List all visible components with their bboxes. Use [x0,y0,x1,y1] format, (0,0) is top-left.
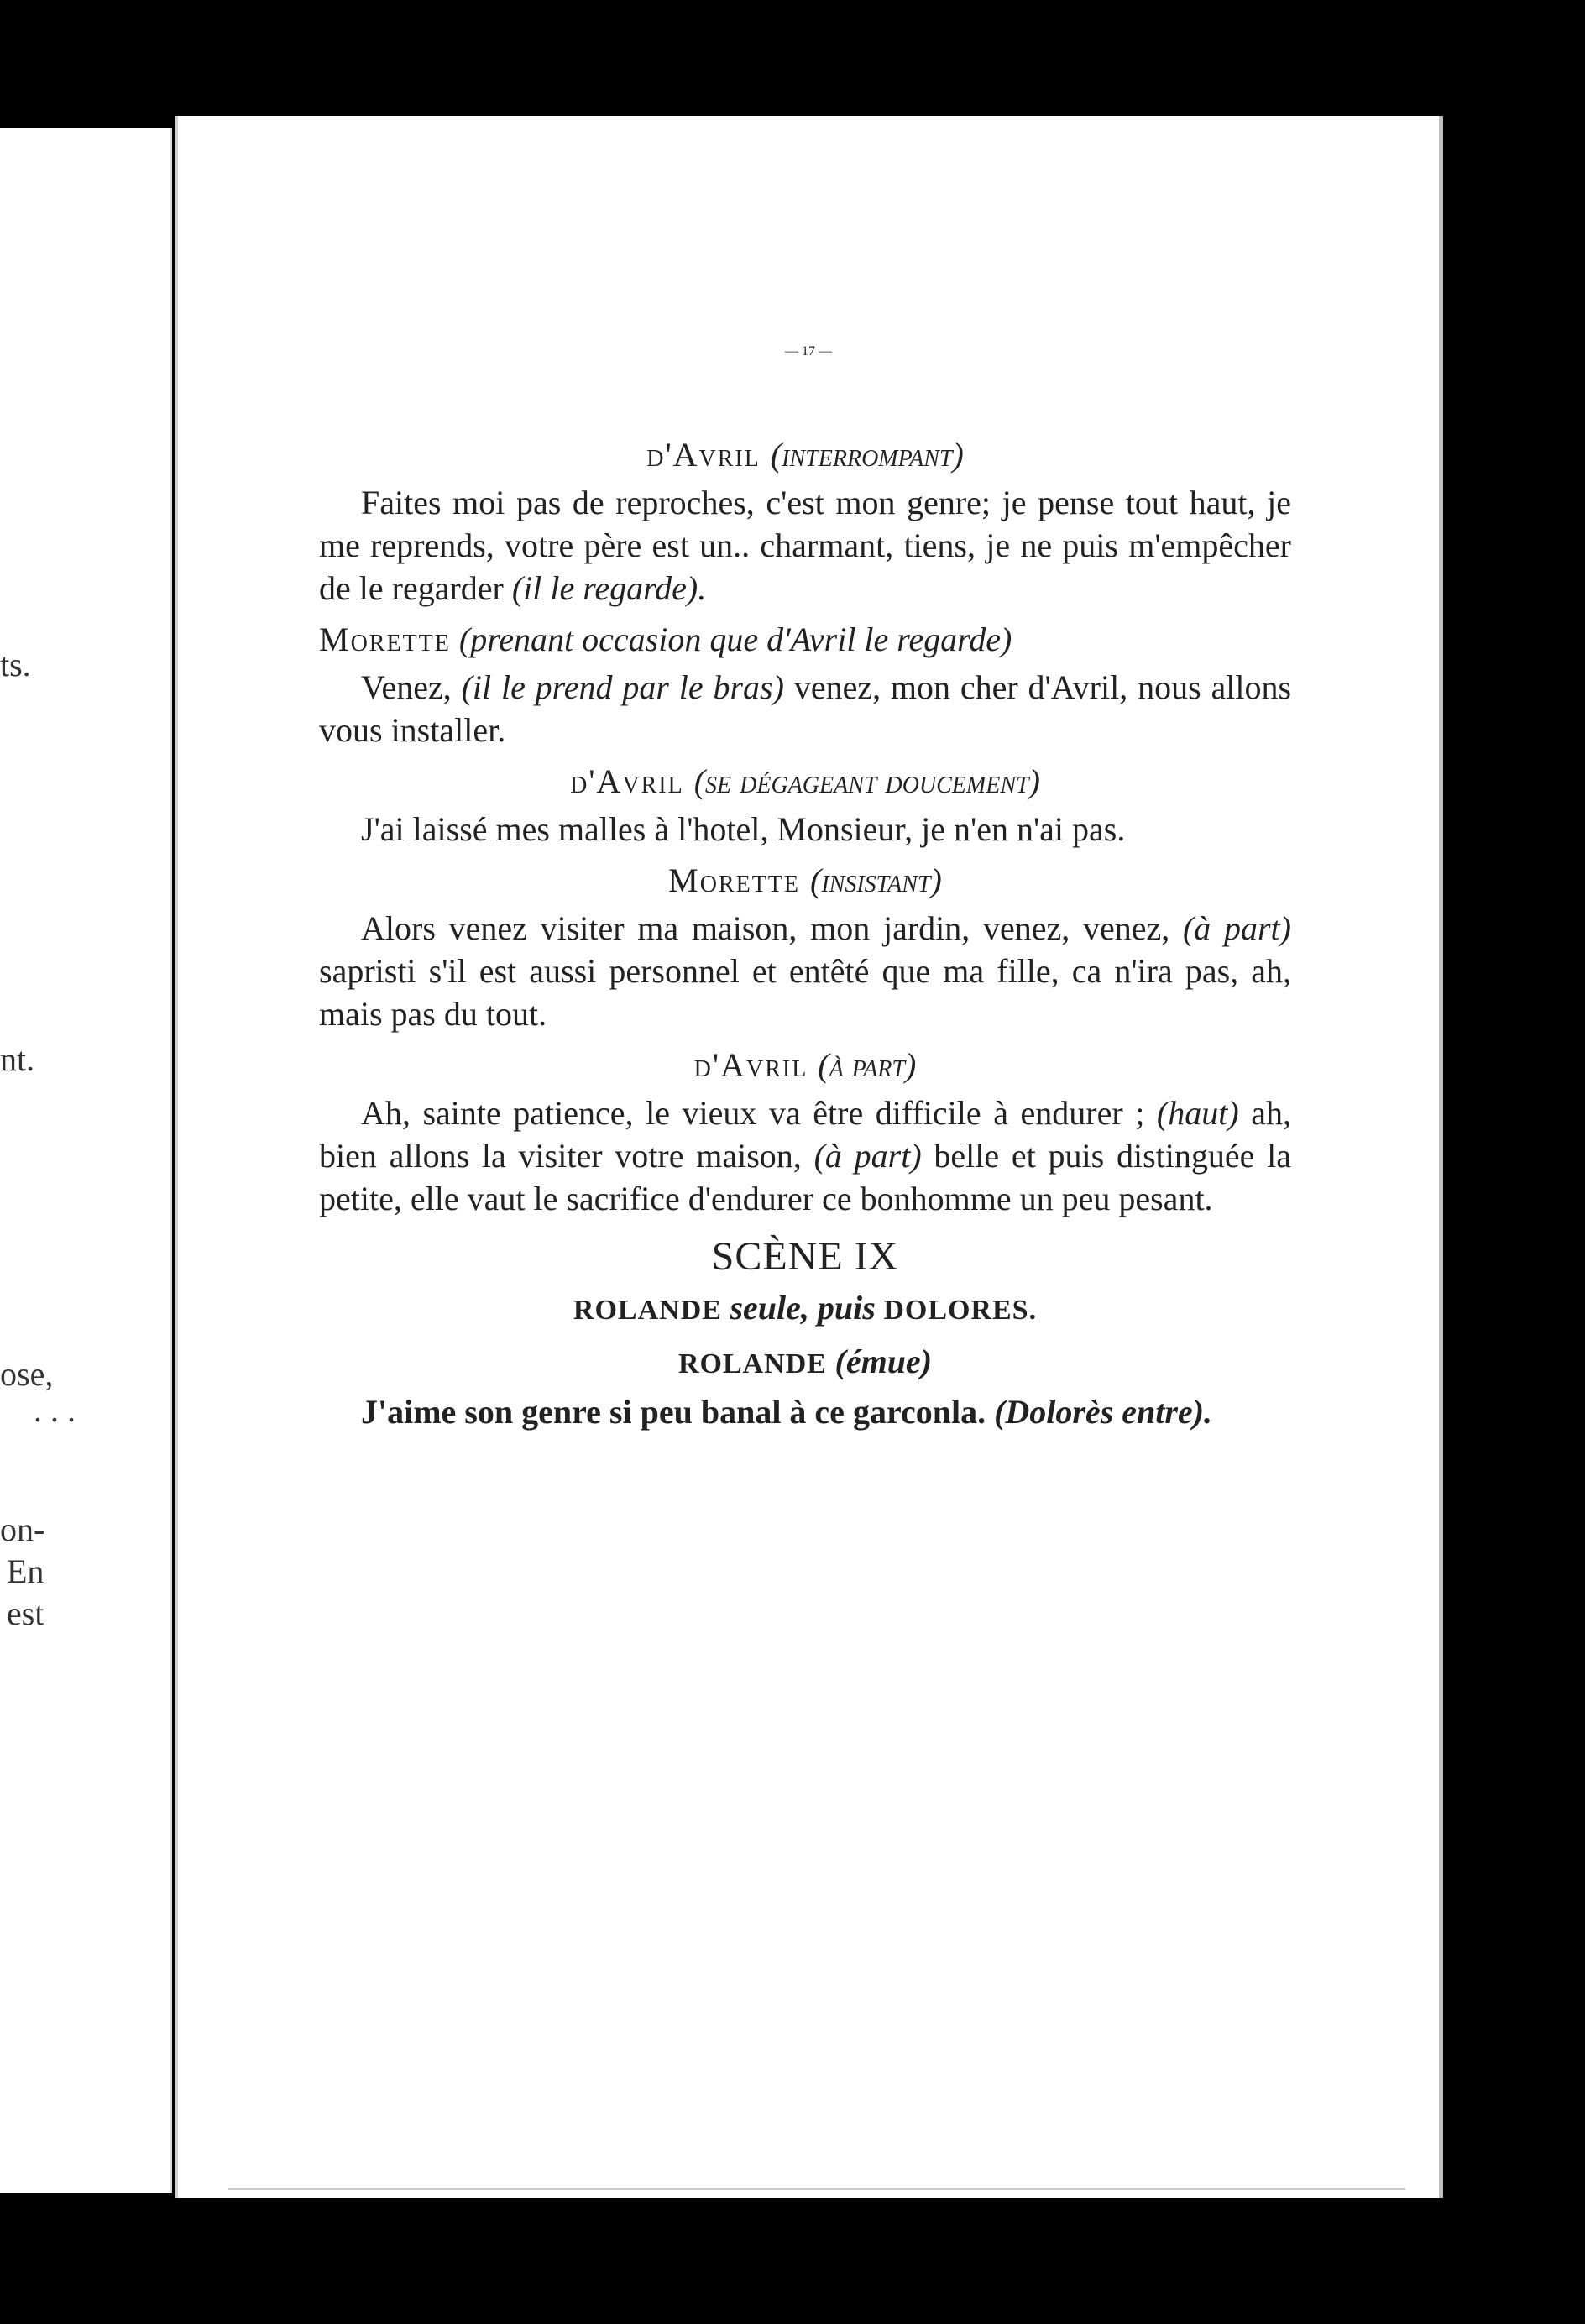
scene-characters: ROLANDE seule, puis DOLORES. [573,1289,1038,1327]
stage-direction: (à part) [818,1046,917,1084]
left-page-edge [0,128,172,2193]
speech-paragraph: J'ai laissé mes malles à l'hotel, Monsieur, je n'en n'ai pas. [361,810,1126,848]
speech-paragraph: Venez, (il le prend par le bras) venez, mon cher d'Avril, nous allons vous installer. [319,668,1292,749]
left-fragment: En [7,1552,44,1590]
speaker-line: ROLANDE (émue) [677,1343,933,1380]
page-text [319,425,1291,1438]
speech-paragraph: Alors venez visiter ma maison, mon jardin, venez, venez, (à part) sapristi s'il est aussi personnel et entêté que ma fille, ca n'ira pas, ah, mais pas du tout. [319,909,1291,1033]
stage-direction: (il le prend par le bras) [461,668,784,706]
speech-paragraph: J'aime son genre si peu banal à ce garconla. (Dolorès entre). [361,1393,1213,1431]
stage-direction: seule, puis [730,1289,876,1327]
stage-direction: (insistant) [810,861,942,899]
stage-direction: (à part) [813,1137,922,1175]
left-fragment: ts. [0,646,31,683]
left-fragment: ose, [0,1355,54,1393]
stage-direction: (il le regarde). [511,569,707,607]
left-fragment: nt. [0,1040,35,1078]
stage-direction: (à part) [1182,909,1291,947]
stage-direction: (se dégageant doucement) [693,762,1040,800]
stage-direction: (émue) [834,1343,933,1380]
left-fragment: on- [0,1510,45,1548]
speaker-line: d'Avril (à part) [693,1046,917,1084]
speech-paragraph: Ah, sainte patience, le vieux va être difficile à endurer ; (haut) ah, bien allons la visiter votre maison, (à part) belle et puis distinguée la petite, elle vaut le sacrifice d'endurer ce bonhomme un peu pesant. [319,1094,1292,1217]
left-fragment: . . . [34,1391,76,1429]
speaker-line: d'Avril (interrompant) [646,436,964,474]
stage-direction: (interrompant) [770,436,964,474]
speech-paragraph: Faites moi pas de reproches, c'est mon genre; je pense tout haut, je me reprends, votre père est un.. charmant, tiens, je ne puis m'empêcher de le regarder (il le regarde). [319,484,1291,607]
stage-direction: (Dolorès entre). [994,1393,1213,1431]
speaker-line: d'Avril (se dégageant doucement) [570,762,1040,800]
speaker-line: Morette (prenant occasion que d'Avril le regarde) [319,620,1012,658]
page-number: — 17 — [785,344,832,359]
stage-direction: (prenant occasion que d'Avril le regarde) [458,620,1012,658]
stage-direction: (haut) [1156,1094,1239,1132]
speaker-line: Morette (insistant) [668,861,942,899]
left-fragment: est [7,1594,44,1632]
book-page [175,116,1443,2198]
scene-title: SCÈNE IX [711,1234,899,1279]
